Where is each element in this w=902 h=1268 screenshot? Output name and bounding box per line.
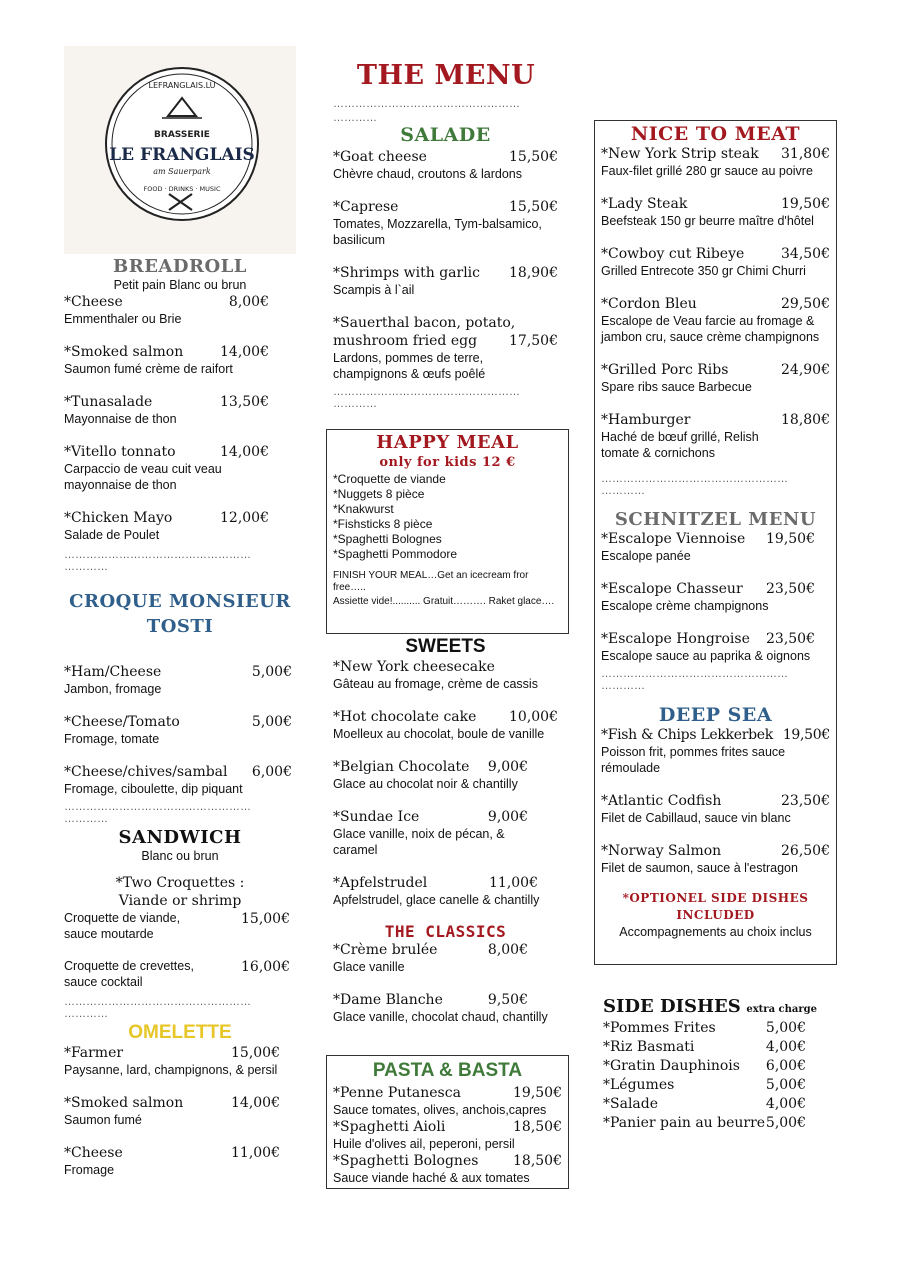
list-item: *Spaghetti Aioli 18,50€ Huile d'olives ail, peperoni, persil: [333, 1119, 562, 1151]
divider-dots: …………: [333, 398, 377, 410]
list-item: *Hamburger 18,80€ Haché de bœuf grillé, Relish tomate & cornichons: [601, 412, 830, 460]
happy-meal-box: [326, 429, 569, 634]
list-item: *Légumes 5,00€: [603, 1077, 806, 1093]
breadroll-heading: BREADROLL: [113, 256, 247, 277]
list-item: *Atlantic Codfish 23,50€ Filet de Cabillaud, sauce vin blanc: [601, 793, 830, 825]
breadroll-subtitle: Petit pain Blanc ou brun: [113, 278, 247, 292]
list-item: *Croquette de viande: [333, 472, 446, 486]
side-dishes-note: *OPTIONEL SIDE DISHES INCLUDED: [622, 891, 809, 922]
happy-meal-note: FINISH YOUR MEAL…Get an icecream fror free…..: [333, 570, 529, 593]
list-item: *Escalope Hongroise 23,50€ Escalope sauce au paprika & oignons: [601, 631, 815, 663]
list-item: *Escalope Viennoise 19,50€ Escalope panée: [601, 531, 815, 563]
omelette-heading: OMELETTE: [128, 1022, 232, 1043]
svg-text:LE FRANGLAIS: LE FRANGLAIS: [109, 145, 255, 165]
list-item: *Hot chocolate cake 10,00€ Moelleux au chocolat, boule de vanille: [333, 709, 558, 741]
list-item: *Vitello tonnato 14,00€ Carpaccio de veau cuit veau mayonnaise de thon: [64, 444, 269, 492]
side-dishes-section: [603, 996, 833, 1132]
list-item: *Goat cheese 15,50€ Chèvre chaud, croutons & lardons: [333, 149, 558, 181]
list-item: Croquette de crevettes, sauce cocktail 16,00€: [64, 959, 290, 989]
svg-text:am Sauerpark: am Sauerpark: [153, 167, 211, 176]
divider-dots: …………: [333, 112, 377, 124]
pasta-heading: PASTA & BASTA: [372, 1060, 523, 1081]
schnitzel-heading: SCHNITZEL MENU: [614, 509, 817, 530]
right-menu-box: [594, 120, 837, 965]
list-item: *Sundae Ice 9,00€ Glace vanille, noix de pécan, & caramel: [333, 809, 528, 857]
list-item: *Cheese 11,00€ Fromage: [64, 1145, 280, 1177]
list-item: *Knakwurst: [333, 502, 394, 516]
divider-dots: …………: [64, 813, 108, 825]
svg-text:BRASSERIE: BRASSERIE: [154, 130, 210, 140]
side-dishes-note-fr: Accompagnements au choix inclus: [619, 925, 812, 939]
list-item: *Farmer 15,00€ Paysanne, lard, champignons, & persil: [64, 1045, 280, 1077]
sandwich-subtitle: Blanc ou brun: [141, 849, 219, 863]
list-item: *Cheese/chives/sambal 6,00€ Fromage, ciboulette, dip piquant: [64, 764, 292, 796]
list-item: *Cheese/Tomato 5,00€ Fromage, tomate: [64, 714, 292, 746]
list-item: *Apfelstrudel 11,00€ Apfelstrudel, glace canelle & chantilly: [333, 875, 540, 907]
list-item: *Fishsticks 8 pièce: [333, 517, 433, 531]
list-item: *Spaghetti Bolognes 18,50€ Sauce viande haché & aux tomates: [333, 1153, 562, 1185]
salade-heading: SALADE: [400, 124, 491, 146]
sandwich-special: *Two Croquettes : Viande or shrimp: [115, 875, 245, 909]
list-item: *Spaghetti Bolognes: [333, 532, 442, 546]
list-item: *Fish & Chips Lekkerbek 19,50€ Poisson frit, pommes frites sauce rémoulade: [601, 727, 830, 775]
divider-dots: ……………………………………………: [601, 473, 788, 485]
list-item: *Salade 4,00€: [603, 1096, 806, 1112]
divider-dots: ……………………………………………: [333, 386, 520, 398]
svg-text:LEFRANGLAIS.LU: LEFRANGLAIS.LU: [148, 81, 216, 90]
happy-meal-heading: HAPPY MEAL: [376, 432, 519, 453]
divider-dots: …………: [601, 485, 645, 497]
sweets-heading: SWEETS: [405, 636, 486, 657]
salade-section: [333, 124, 558, 410]
happy-meal-note: Assiette vide!.......... Gratuit………. Raket glace….: [333, 596, 555, 607]
croque-heading: CROQUE MONSIEUR TOSTI: [69, 591, 291, 637]
list-item: *Smoked salmon 14,00€ Saumon fumé: [64, 1095, 280, 1127]
list-item: *Norway Salmon 26,50€ Filet de saumon, sauce à l'estragon: [601, 843, 830, 875]
list-item: *Ham/Cheese 5,00€ Jambon, fromage: [64, 664, 292, 696]
divider-dots: …………: [64, 1008, 108, 1020]
list-item: *Pommes Frites 5,00€: [603, 1020, 806, 1036]
list-item: *Caprese 15,50€ Tomates, Mozzarella, Tym-balsamico, basilicum: [333, 199, 558, 247]
divider-dots: ……………………………………………: [64, 549, 251, 561]
list-item: *Belgian Chocolate 9,00€ Glace au chocolat noir & chantilly: [333, 759, 528, 791]
divider-dots: …………: [64, 561, 108, 573]
list-item: *Cowboy cut Ribeye 34,50€ Grilled Entrecote 350 gr Chimi Churri: [601, 246, 830, 278]
list-item: *Dame Blanche 9,50€ Glace vanille, chocolat chaud, chantilly: [333, 992, 548, 1024]
svg-text:FOOD · DRINKS · MUSIC: FOOD · DRINKS · MUSIC: [143, 185, 221, 193]
divider-dots: ……………………………………………: [601, 668, 788, 680]
list-item: *Smoked salmon 14,00€ Saumon fumé crème de raifort: [64, 344, 269, 376]
list-item: *New York cheesecake Gâteau au fromage, crème de cassis: [333, 659, 538, 691]
page-title: THE MENU: [356, 60, 536, 91]
meat-heading: NICE TO MEAT: [630, 123, 801, 145]
list-item: *Chicken Mayo 12,00€ Salade de Poulet: [64, 510, 269, 542]
sweets-section: [333, 636, 558, 1025]
list-item: *Nuggets 8 pièce: [333, 487, 425, 501]
list-item: *Crème brulée 8,00€ Glace vanille: [333, 942, 528, 974]
list-item: *New York Strip steak 31,80€ Faux-filet grillé 280 gr sauce au poivre: [601, 146, 830, 178]
list-item: *Grilled Porc Ribs 24,90€ Spare ribs sauce Barbecue: [601, 362, 830, 394]
brasserie-logo: [64, 46, 296, 254]
pasta-box: [326, 1055, 569, 1189]
list-item: *Cordon Bleu 29,50€ Escalope de Veau farcie au fromage & jambon cru, sauce crème champignons: [601, 296, 830, 344]
list-item: *Sauerthal bacon, potato, mushroom fried egg 17,50€ Lardons, pommes de terre, champignons & œufs poêlé: [333, 315, 558, 381]
logo-panel: [64, 46, 296, 254]
divider-dots: …………: [601, 680, 645, 692]
list-item: *Tunasalade 13,50€ Mayonnaise de thon: [64, 394, 269, 426]
list-item: *Cheese 8,00€ Emmenthaler ou Brie: [64, 294, 269, 326]
list-item: *Shrimps with garlic 18,90€ Scampis à l`ail: [333, 265, 558, 297]
divider-dots: ……………………………………………: [64, 801, 251, 813]
list-item: *Gratin Dauphinois 6,00€: [603, 1058, 806, 1074]
classics-heading: THE CLASSICS: [384, 922, 507, 941]
left-column: [64, 256, 296, 1178]
list-item: *Escalope Chasseur 23,50€ Escalope crème champignons: [601, 581, 815, 613]
list-item: Croquette de viande, sauce moutarde 15,00€: [64, 911, 290, 941]
list-item: *Lady Steak 19,50€ Beefsteak 150 gr beurre maître d'hôtel: [601, 196, 830, 228]
divider-dots: ……………………………………………: [64, 996, 251, 1008]
deep-sea-heading: DEEP SEA: [658, 704, 773, 726]
divider-dots: ……………………………………………: [333, 98, 520, 110]
list-item: *Panier pain au beurre 5,00€: [603, 1115, 806, 1131]
list-item: *Penne Putanesca 19,50€ Sauce tomates, olives, anchois,capres: [333, 1085, 562, 1117]
side-dishes-heading: SIDE DISHES extra charge: [603, 996, 817, 1017]
happy-meal-subheading: only for kids 12 €: [379, 455, 516, 470]
list-item: *Spaghetti Pommodore: [333, 547, 458, 561]
sandwich-heading: SANDWICH: [118, 827, 242, 848]
list-item: *Riz Basmati 4,00€: [603, 1039, 806, 1055]
